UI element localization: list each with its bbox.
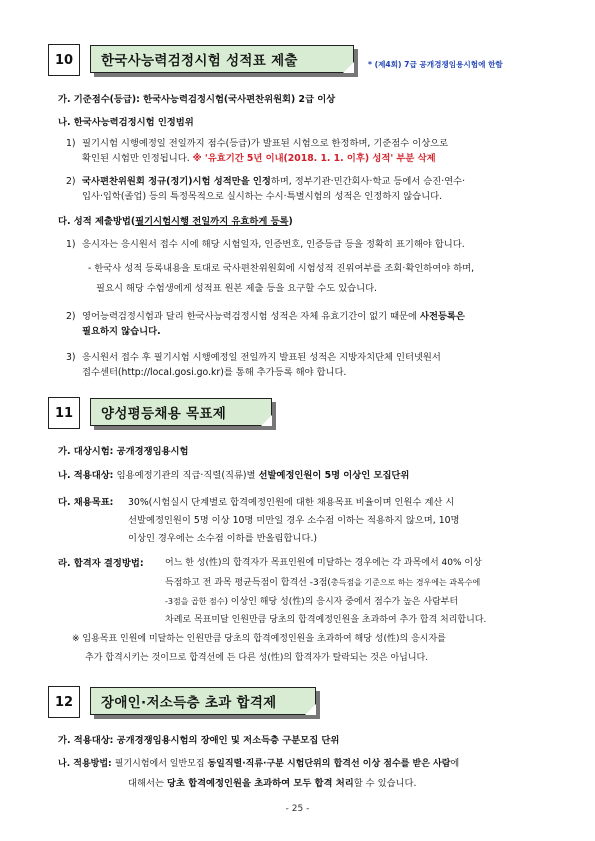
s11-c-line1: 30%(시험실시 단계별로 합격예정인원에 대한 채용목표 비율이며 인원수 계산 시 bbox=[128, 497, 455, 508]
underlined-text: 필기시험시행 전일까지 유효하게 등록 bbox=[135, 216, 289, 227]
s11-note-line1: ※ 임용목표 인원에 미달하는 인원만큼 당초의 합격예정인원을 초과하여 해당 성(性)의 응시자를 bbox=[72, 634, 446, 644]
text-end: 할 수 있습니다. bbox=[353, 778, 417, 789]
s10-b2-line1 bbox=[82, 175, 465, 188]
s11-item-a bbox=[58, 445, 189, 458]
s10-b2-prefix: 2) bbox=[66, 176, 76, 187]
text: ) 이상인 해당 성(性)의 응시자 중에서 점수가 높은 사람부터 bbox=[224, 597, 459, 607]
s10-b1-prefix: 1) bbox=[66, 138, 76, 149]
title-fold-corner bbox=[305, 704, 316, 715]
label-close: ) bbox=[288, 216, 293, 227]
small-text: 총득점을 기준으로 하는 경우에는 과목수에 bbox=[330, 578, 481, 587]
item-label: 나. 적용방법: bbox=[58, 759, 115, 769]
item-text: 공개경쟁임용시험의 장애인 및 저소득층 구분모집 단위 bbox=[116, 735, 340, 746]
s11-d-line2 bbox=[165, 576, 480, 590]
s12-b-line2 bbox=[128, 777, 416, 790]
s10-item-c-label bbox=[58, 215, 293, 228]
s10-c1-sub2: 필요시 해당 수험생에게 성적표 원본 제출 등을 요구할 수도 있습니다. bbox=[96, 283, 378, 294]
s11-c-line3: 이상인 경우에는 소수점 이하를 반올림합니다.) bbox=[128, 533, 318, 544]
s11-item-d-label: 라. 합격자 결정방법: bbox=[58, 558, 144, 569]
s10-c3-line1: 응시원서 접수 후 필기시험 시행예정일 전일까지 발표된 성적은 지방자치단체 인터넷원서 bbox=[82, 352, 441, 363]
text: 확인된 시험만 인정됩니다. bbox=[82, 153, 193, 164]
bold-text: 사전등록은 bbox=[419, 311, 465, 322]
s12-item-b bbox=[58, 758, 459, 771]
s10-b2-line2: 입사·입학(졸업) 등의 특정목적으로 실시하는 수시·특별시험의 성적은 인정하지 않습니다. bbox=[82, 191, 443, 202]
item-label: 가. 적용대상: bbox=[58, 735, 117, 746]
item-label: 나. 적용대상: bbox=[58, 470, 117, 481]
s10-c1-text: 응시자는 응시원서 접수 시에 해당 시험일자, 인증번호, 인증등급 등을 정확히 표기해야 합니다. bbox=[82, 239, 465, 250]
s10-b1-line2 bbox=[82, 152, 436, 165]
s10-c2-line2: 필요하지 않습니다. bbox=[82, 326, 161, 337]
item-text: 공개경쟁임용시험 bbox=[116, 446, 189, 457]
section-number: 11 bbox=[48, 397, 80, 429]
text: 하며, 정부기관·민간회사·학교 등에서 승진·연수· bbox=[270, 176, 466, 187]
s11-d-line3 bbox=[165, 595, 458, 609]
bold-text: 국사편찬위원회 정규(정기)시험 성적만을 인정 bbox=[82, 176, 271, 187]
text: 득점하고 전 과목 평균득점이 합격선 -3점( bbox=[165, 578, 331, 588]
section-title-text: 한국사능력검정시험 성적표 제출 bbox=[101, 53, 298, 69]
page-number: - 25 - bbox=[285, 804, 310, 814]
s10-c1-sub1: - 한국사 성적 등록내용을 토대로 국사편찬위원회에 시험성적 진위여부를 조회·확인하여야 하며, bbox=[88, 263, 475, 274]
section-11-header bbox=[48, 397, 272, 429]
s10-c2-line1 bbox=[82, 310, 465, 323]
s10-item-b-label: 나. 한국사능력검정시험 인정범위 bbox=[58, 117, 194, 128]
text: 영어능력검정시험과 달리 한국사능력검정시험 성적은 자체 유효기간이 없기 때문에 bbox=[82, 311, 420, 322]
deletion-note: ※ '유효기간 5년 이내(2018. 1. 1. 이후) 성적' 부분 삭제 bbox=[192, 153, 436, 164]
s10-item-a bbox=[58, 93, 335, 106]
s11-c-line2: 선발예정인원이 5명 이상 10명 미만일 경우 소수점 이하는 적용하지 않으며, 10명 bbox=[128, 515, 460, 526]
title-fold-corner bbox=[343, 62, 354, 73]
s11-d-line4: 차례로 목표미달 인원만큼 당초의 합격예정인원을 초과하여 추가 합격 처리합니다. bbox=[165, 615, 487, 625]
bold-text: 당초 합격예정인원을 초과하여 모두 합격 처리 bbox=[166, 778, 354, 789]
item-label: 가. 기준점수(등급): bbox=[58, 94, 144, 105]
s10-c1-prefix: 1) bbox=[66, 239, 76, 250]
item-text: 필기시험에서 일반모집 bbox=[114, 759, 208, 769]
s11-note-line2: 추가 합격시키는 것이므로 합격선에 든 다른 성(性)의 합격자가 탈락되는 것은 아닙니다. bbox=[85, 653, 429, 663]
s10-b1-line1: 필기시험 시행예정일 전일까지 점수(등급)가 발표된 시험으로 한정하며, 기준점수 이상으로 bbox=[82, 138, 449, 149]
section-title-text: 장애인·저소득층 초과 합격제 bbox=[101, 695, 277, 711]
item-text: 임용예정기관의 직급·직렬(직류)별 bbox=[116, 470, 259, 481]
section-title bbox=[90, 398, 272, 426]
s11-item-c-label: 다. 채용목표: bbox=[58, 497, 114, 508]
bold-text: 선발예정인원이 5명 이상인 모집단위 bbox=[258, 470, 410, 481]
s11-d-line1: 어느 한 성(性)의 합격자가 목표인원에 미달하는 경우에는 각 과목에서 40% 이상 bbox=[165, 558, 482, 568]
s10-c3-prefix: 3) bbox=[66, 352, 76, 363]
exam-scope-note: * (제4회) 7급 공개경쟁임용시험에 한함 bbox=[368, 60, 503, 69]
item-text-end: 에 bbox=[450, 759, 460, 769]
s11-item-b bbox=[58, 469, 409, 482]
section-title-wrap bbox=[90, 687, 316, 717]
title-fold-corner bbox=[261, 415, 272, 426]
s10-c2-prefix: 2) bbox=[66, 311, 76, 322]
section-12-header bbox=[48, 686, 316, 718]
section-number: 12 bbox=[48, 686, 80, 718]
small-text: -3점을 곱한 점수 bbox=[165, 597, 225, 606]
section-title-text: 양성평등채용 목표제 bbox=[101, 406, 227, 422]
text: 대해서는 bbox=[128, 778, 167, 789]
item-text: 한국사능력검정시험(국사편찬위원회) 2급 이상 bbox=[143, 94, 336, 105]
section-10-header bbox=[48, 44, 354, 76]
section-title-wrap bbox=[90, 45, 354, 75]
section-title-wrap bbox=[90, 398, 272, 428]
section-number: 10 bbox=[48, 44, 80, 76]
s12-item-a bbox=[58, 734, 339, 747]
s10-c3-line2: 접수센터(http://local.gosi.go.kr)를 통해 추가등록 해야 합니다. bbox=[82, 367, 347, 378]
item-label: 가. 대상시험: bbox=[58, 446, 117, 457]
bold-text: 동일직렬·직류·구분 시험단위의 합격선 이상 점수를 받은 사람 bbox=[207, 759, 451, 769]
label: 다. 성적 제출방법( bbox=[58, 216, 136, 227]
section-title bbox=[90, 687, 316, 715]
section-title bbox=[90, 45, 354, 73]
